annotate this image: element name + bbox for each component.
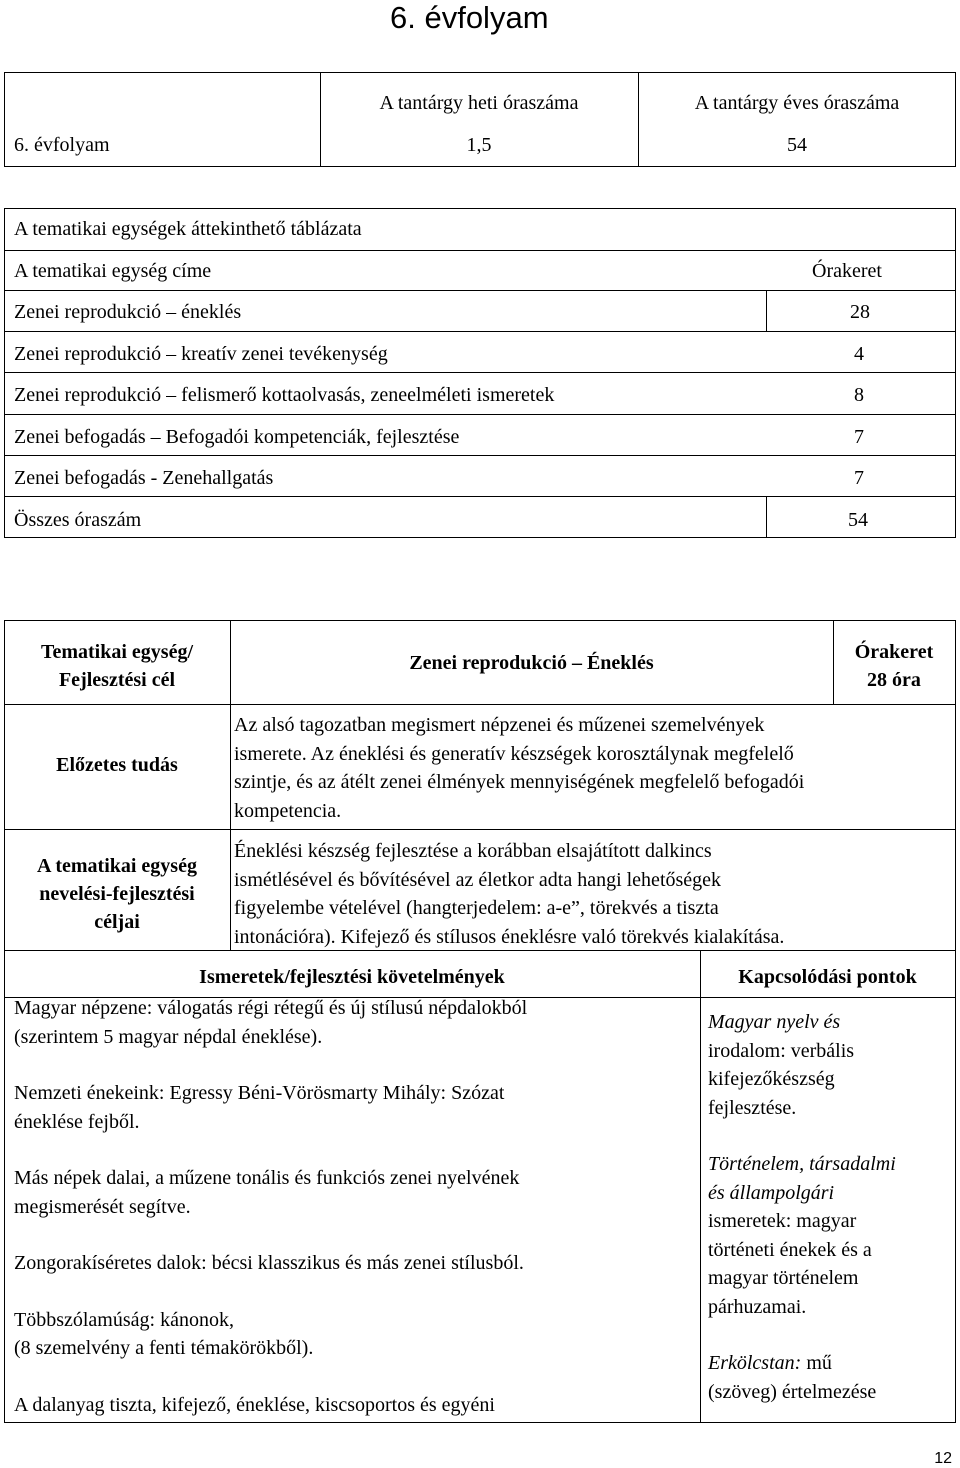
overview-row-hours: 7 xyxy=(854,467,864,489)
yearly-hours-header: A tantárgy éves óraszáma xyxy=(694,92,900,114)
connections-header: Kapcsolódási pontok xyxy=(738,966,917,988)
overview-row-hours: 8 xyxy=(854,384,864,406)
prior-knowledge-label: Előzetes tudás xyxy=(56,754,178,776)
connections-list xyxy=(708,1008,896,1406)
requirements-header: Ismeretek/fejlesztési követelmények xyxy=(199,966,505,988)
overview-col-unit: A tematikai egység címe xyxy=(14,260,212,282)
requirement-item: Nemzeti énekeink: Egressy Béni-Vörösmarty Mihály: Szózat éneklése fejből. xyxy=(14,1082,505,1133)
unit-header-title: Zenei reprodukció – Éneklés xyxy=(409,652,654,674)
requirements-list xyxy=(14,994,527,1419)
connection-group: Magyar nyelv és irodalom: verbális kifejezőkészség fejlesztése. xyxy=(708,1011,855,1119)
page-number: 12 xyxy=(934,1450,952,1467)
overview-total-hours: 54 xyxy=(848,509,868,531)
overview-row-hours: 28 xyxy=(850,301,870,323)
overview-row-name: Zenei befogadás - Zenehallgatás xyxy=(14,467,274,489)
requirement-item: Többszólamúság: kánonok, (8 szemelvény a fenti témakörökből). xyxy=(14,1308,314,1359)
requirement-item: Magyar népzene: válogatás régi rétegű és új stílusú népdalokból (szerintem 5 magyar népdal éneklése). xyxy=(14,997,528,1048)
overview-row-name: Zenei reprodukció – éneklés xyxy=(14,301,242,323)
grade-label: 6. évfolyam xyxy=(14,134,110,156)
overview-row-name: Zenei befogadás – Befogadói kompetenciák, fejlesztése xyxy=(14,426,460,448)
connection-group: Történelem, társadalmi és állampolgári ismeretek: magyar történeti énekek és a magyar történelem párhuzamai. xyxy=(708,1153,896,1318)
goals-label: A tematikai egység nevelési-fejlesztési céljai xyxy=(37,855,197,933)
overview-row-hours: 4 xyxy=(854,343,864,365)
connection-group: Erkölcstan: mű (szöveg) értelmezése xyxy=(708,1352,877,1403)
goals-text: Éneklési készség fejlesztése a korábban elsajátított dalkincs ismétlésével és bővítésével az életkor adta hangi lehetőségek figyelembe vételével (hangterjedelem: a-e”, törekvés a tiszta intonációra). Kifejező és stílusos éneklésre való törekvés kialakítása. xyxy=(234,840,785,948)
overview-row-name: Zenei reprodukció – kreatív zenei tevékenység xyxy=(14,343,388,365)
overview-title: A tematikai egységek áttekinthető táblázata xyxy=(14,218,362,240)
weekly-hours-header: A tantárgy heti óraszáma xyxy=(379,92,579,114)
requirement-item: Más népek dalai, a műzene tonális és funkciós zenei nyelvének megismerését segítve. xyxy=(14,1167,520,1218)
page-title: 6. évfolyam xyxy=(390,0,549,35)
requirement-item: Zongorakíséretes dalok: bécsi klasszikus és más zenei stílusból. xyxy=(14,1252,524,1274)
prior-knowledge-text: Az alsó tagozatban megismert népzenei és műzenei szemelvények ismerete. Az éneklési és generatív készségek korosztálynak megfelelő szintje, és az átélt zenei élmények mennyiségének megfelelő befogadói kompetencia. xyxy=(234,714,805,822)
overview-total-label: Összes óraszám xyxy=(14,509,142,531)
unit-header-label: Tematikai egység/ Fejlesztési cél xyxy=(40,641,194,691)
yearly-hours-value: 54 xyxy=(787,134,807,156)
unit-header-hours: Órakeret 28 óra xyxy=(854,641,934,691)
overview-row-hours: 7 xyxy=(854,426,864,448)
requirement-item: A dalanyag tiszta, kifejező, éneklése, kiscsoportos és egyéni xyxy=(14,1393,495,1416)
overview-col-hours: Órakeret xyxy=(812,260,882,282)
weekly-hours-value: 1,5 xyxy=(466,134,492,156)
overview-row-name: Zenei reprodukció – felismerő kottaolvasás, zeneelméleti ismeretek xyxy=(14,384,555,406)
